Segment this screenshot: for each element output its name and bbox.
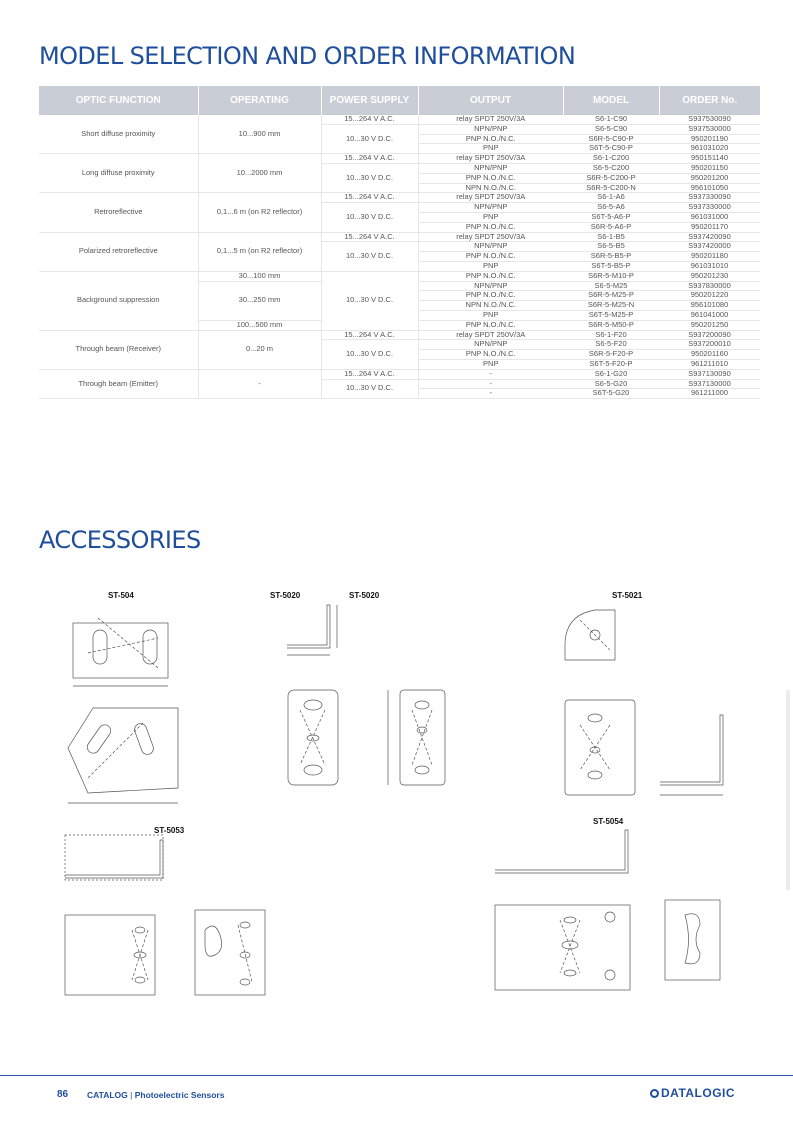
model-cell: S6-1-B5 xyxy=(563,232,659,242)
page-number: 86 xyxy=(57,1089,69,1100)
output-cell: NPN/PNP xyxy=(418,281,563,291)
drawing-st-504 xyxy=(58,598,198,818)
power-supply-cell: 15...264 V A.C. xyxy=(321,330,418,340)
header-operating: OPERATING xyxy=(198,86,321,115)
output-cell: NPN N.O./N.C. xyxy=(418,301,563,311)
power-supply-cell: 15...264 V A.C. xyxy=(321,369,418,379)
order-number-cell: 950201230 xyxy=(659,271,760,281)
output-cell: PNP N.O./N.C. xyxy=(418,173,563,183)
order-number-cell: S937530090 xyxy=(659,115,760,125)
output-cell: - xyxy=(418,369,563,379)
output-cell: PNP N.O./N.C. xyxy=(418,291,563,301)
output-cell: PNP xyxy=(418,359,563,369)
order-number-cell: S937130090 xyxy=(659,369,760,379)
model-cell: S6R-5-M50-P xyxy=(563,320,659,330)
drawing-st-5054-front xyxy=(660,895,730,990)
order-number-cell: 950151140 xyxy=(659,154,760,164)
accessory-label-st-504: ST-504 xyxy=(108,591,134,600)
accessories-title: ACCESSORIES xyxy=(39,526,201,554)
operating-cell: 100...500 mm xyxy=(198,320,321,330)
brand-name: DATALOGIC xyxy=(661,1086,736,1100)
output-cell: PNP xyxy=(418,212,563,222)
order-number-cell: 950201200 xyxy=(659,173,760,183)
output-cell: PNP N.O./N.C. xyxy=(418,222,563,232)
model-cell: S6T-5-A6-P xyxy=(563,212,659,222)
model-cell: S6R-5-A6-P xyxy=(563,222,659,232)
brand-logo xyxy=(650,1086,735,1100)
table-row xyxy=(39,271,760,281)
order-number-cell: S937830000 xyxy=(659,281,760,291)
drawing-st-5053-front xyxy=(190,900,280,1005)
model-cell: S6-5-C200 xyxy=(563,163,659,173)
order-number-cell: S937530000 xyxy=(659,124,760,134)
optic-function-cell: Short diffuse proximity xyxy=(39,115,198,154)
accessory-label-st-5054: ST-5054 xyxy=(593,817,624,826)
power-supply-cell: 15...264 V A.C. xyxy=(321,154,418,164)
order-number-cell: 950201220 xyxy=(659,291,760,301)
output-cell: - xyxy=(418,389,563,399)
order-number-cell: 950201160 xyxy=(659,350,760,360)
order-number-cell: 950201190 xyxy=(659,134,760,144)
operating-cell: 0,1...6 m (on R2 reflector) xyxy=(198,193,321,232)
drawing-st-5053 xyxy=(60,835,180,1015)
output-cell: relay SPDT 250V/3A xyxy=(418,115,563,125)
model-cell: S6-5-F20 xyxy=(563,340,659,350)
order-number-cell: S937330000 xyxy=(659,203,760,213)
optic-function-cell: Polarized retroreflective xyxy=(39,232,198,271)
page-title: MODEL SELECTION AND ORDER INFORMATION xyxy=(39,42,576,70)
model-cell: S6T-5-M25-P xyxy=(563,310,659,320)
model-cell: S6R-5-M25-P xyxy=(563,291,659,301)
model-cell: S6R-5-M10-P xyxy=(563,271,659,281)
order-number-cell: 950201180 xyxy=(659,252,760,262)
operating-cell: 10...2000 mm xyxy=(198,154,321,193)
model-cell: S6-1-C200 xyxy=(563,154,659,164)
operating-cell: 30...250 mm xyxy=(198,281,321,320)
operating-cell: 0...20 m xyxy=(198,330,321,369)
model-cell: S6-5-A6 xyxy=(563,203,659,213)
output-cell: relay SPDT 250V/3A xyxy=(418,232,563,242)
table-row xyxy=(39,115,760,125)
power-supply-cell: 10...30 V D.C. xyxy=(321,340,418,369)
page-edge-marker xyxy=(786,690,790,890)
drawing-st-5054 xyxy=(490,825,650,1020)
output-cell: PNP N.O./N.C. xyxy=(418,320,563,330)
header-power-supply: POWER SUPPLY xyxy=(321,86,418,115)
model-cell: S6T-5-C90-P xyxy=(563,144,659,154)
optic-function-cell: Background suppression xyxy=(39,271,198,330)
operating-cell: - xyxy=(198,369,321,398)
order-number-cell: S937200090 xyxy=(659,330,760,340)
power-supply-cell: 10...30 V D.C. xyxy=(321,163,418,192)
output-cell: PNP N.O./N.C. xyxy=(418,271,563,281)
optic-function-cell: Through beam (Receiver) xyxy=(39,330,198,369)
power-supply-cell: 15...264 V A.C. xyxy=(321,115,418,125)
model-cell: S6-5-C90 xyxy=(563,124,659,134)
output-cell: NPN/PNP xyxy=(418,163,563,173)
model-cell: S6R-5-C200-P xyxy=(563,173,659,183)
output-cell: NPN/PNP xyxy=(418,203,563,213)
header-optic-function: OPTIC FUNCTION xyxy=(39,86,198,115)
model-cell: S6R-5-F20-P xyxy=(563,350,659,360)
power-supply-cell: 10...30 V D.C. xyxy=(321,124,418,153)
output-cell: PNP xyxy=(418,144,563,154)
power-supply-cell: 15...264 V A.C. xyxy=(321,232,418,242)
output-cell: PNP xyxy=(418,261,563,271)
accessory-label-st-5020-b: ST-5020 xyxy=(349,591,380,600)
header-model: MODEL xyxy=(563,86,659,115)
footer-divider xyxy=(0,1075,793,1076)
order-number-cell: 950201250 xyxy=(659,320,760,330)
output-cell: NPN/PNP xyxy=(418,124,563,134)
drawing-st-5020-b xyxy=(380,675,470,800)
output-cell: - xyxy=(418,379,563,389)
model-cell: S6R-5-M25-N xyxy=(563,301,659,311)
drawing-st-5020-side xyxy=(262,600,342,660)
operating-cell: 30...100 mm xyxy=(198,271,321,281)
model-cell: S6-1-C90 xyxy=(563,115,659,125)
model-cell: S6-1-G20 xyxy=(563,369,659,379)
power-supply-cell: 10...30 V D.C. xyxy=(321,242,418,271)
footer-catalog-section: Photoelectric Sensors xyxy=(134,1090,225,1100)
power-supply-cell: 15...264 V A.C. xyxy=(321,193,418,203)
optic-function-cell: Retroreflective xyxy=(39,193,198,232)
output-cell: PNP N.O./N.C. xyxy=(418,134,563,144)
drawing-st-5021 xyxy=(540,600,660,810)
power-supply-cell: 10...30 V D.C. xyxy=(321,271,418,330)
drawing-st-5020-front xyxy=(270,680,350,800)
header-output: OUTPUT xyxy=(418,86,563,115)
logo-icon xyxy=(650,1089,659,1098)
output-cell: relay SPDT 250V/3A xyxy=(418,193,563,203)
order-number-cell: 961031000 xyxy=(659,212,760,222)
operating-cell: 10...900 mm xyxy=(198,115,321,154)
model-cell: S6-1-A6 xyxy=(563,193,659,203)
order-number-cell: S937200010 xyxy=(659,340,760,350)
output-cell: NPN/PNP xyxy=(418,340,563,350)
optic-function-cell: Long diffuse proximity xyxy=(39,154,198,193)
accessory-label-st-5053: ST-5053 xyxy=(154,826,185,835)
model-cell: S6-1-F20 xyxy=(563,330,659,340)
model-cell: S6-5-M25 xyxy=(563,281,659,291)
table-row xyxy=(39,330,760,340)
output-cell: PNP xyxy=(418,310,563,320)
order-number-cell: S937330090 xyxy=(659,193,760,203)
order-number-cell: 950201170 xyxy=(659,222,760,232)
order-number-cell: 961031010 xyxy=(659,261,760,271)
accessory-label-st-5021: ST-5021 xyxy=(612,591,643,600)
table-row xyxy=(39,369,760,379)
output-cell: NPN/PNP xyxy=(418,242,563,252)
accessory-label-st-5020: ST-5020 xyxy=(270,591,301,600)
model-cell: S6R-5-C90-P xyxy=(563,134,659,144)
order-number-cell: 961211010 xyxy=(659,359,760,369)
output-cell: relay SPDT 250V/3A xyxy=(418,154,563,164)
power-supply-cell: 10...30 V D.C. xyxy=(321,379,418,399)
output-cell: relay SPDT 250V/3A xyxy=(418,330,563,340)
model-cell: S6T-5-F20-P xyxy=(563,359,659,369)
order-number-cell: S937420000 xyxy=(659,242,760,252)
model-cell: S6R-5-B5-P xyxy=(563,252,659,262)
header-order-no: ORDER No. xyxy=(659,86,760,115)
order-number-cell: S937130000 xyxy=(659,379,760,389)
order-number-cell: 956101050 xyxy=(659,183,760,193)
operating-cell: 0,1...5 m (on R2 reflector) xyxy=(198,232,321,271)
output-cell: PNP N.O./N.C. xyxy=(418,350,563,360)
table-row xyxy=(39,154,760,164)
optic-function-cell: Through beam (Emitter) xyxy=(39,369,198,398)
model-cell: S6R-5-C200-N xyxy=(563,183,659,193)
output-cell: NPN N.O./N.C. xyxy=(418,183,563,193)
output-cell: PNP N.O./N.C. xyxy=(418,252,563,262)
table-row xyxy=(39,232,760,242)
model-cell: S6-5-G20 xyxy=(563,379,659,389)
order-number-cell: 961031020 xyxy=(659,144,760,154)
table-header-row xyxy=(39,86,760,115)
power-supply-cell: 10...30 V D.C. xyxy=(321,203,418,232)
order-number-cell: 950201150 xyxy=(659,163,760,173)
footer-catalog: CATALOG | Photoelectric Sensors xyxy=(87,1090,225,1100)
order-number-cell: 956101080 xyxy=(659,301,760,311)
footer-catalog-label: CATALOG xyxy=(87,1090,128,1100)
model-selection-table xyxy=(39,86,760,399)
model-cell: S6-5-B5 xyxy=(563,242,659,252)
order-number-cell: 961211000 xyxy=(659,389,760,399)
drawing-st-5021-side xyxy=(655,710,730,800)
model-cell: S6T-5-B5-P xyxy=(563,261,659,271)
order-number-cell: S937420090 xyxy=(659,232,760,242)
order-number-cell: 961041000 xyxy=(659,310,760,320)
table-row xyxy=(39,193,760,203)
model-cell: S6T-5-G20 xyxy=(563,389,659,399)
